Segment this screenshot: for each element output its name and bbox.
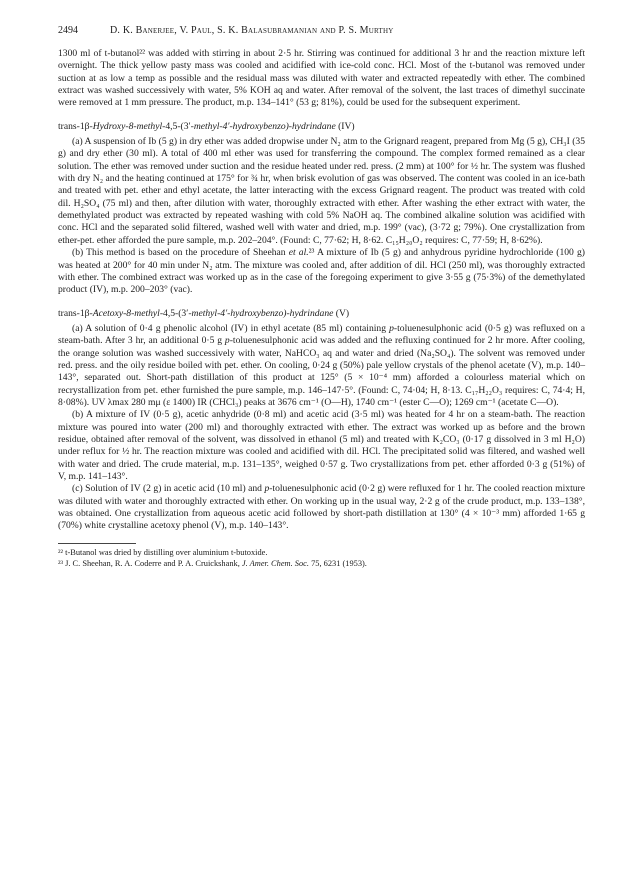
v-c-ital: p [264,483,270,495]
heading-v-italic: Acetoxy-8-methyl [92,307,160,319]
heading-iv-suffix: (IV) [335,120,355,132]
iv-b-post: ²³ A mixture of Ib (5 g) and anhydrous pyridine hydrochloride (100 g) was heated at 200° for 40 min under N₂ atm. The mixture was cooled and, after addition of dil. HCl (250 ml), was thoroughly extracted with ether. The combined extract was worked up as in the case of the foregoing experiment to give 3·55 g (75·3%) of the demethylated product (IV), m.p. 200–203° (vac). [58,247,585,296]
footnote-23-authors: ²³ J. C. Sheehan, R. A. Coderre and P. A. Cruickshank, [58,558,242,568]
footnote-23-journal: J. Amer. Chem. Soc. [241,558,309,568]
paragraph-iv-a: (a) A suspension of Ib (5 g) in dry ether was added dropwise under N₂ atm to the Grignard reagent, prepared from Mg (5 g), CH₃I (35 g) and dry ether (30 ml). A total of 400 ml ether was used for transferring the compound. The complex formed remained as a clear solution. The ether was removed under suction and the residue heated under red. press. (2 mm) at 100° for ½ hr. The system was flushed with dry N₂ and the heating continued at 175° for ¾ hr, when brisk evolution of gas was observed. The content was cooled in an ice-bath and treated with pet. ether and ethyl acetate, the latter interacting with the excess Grignard reagent. The product was treated with cold dil. H₂SO₄ (75 ml) and then, after dilution with water, thoroughly extracted with ether. After washing the ether extract with water, the demethylated product was extracted by repeated washing with cold 5% NaOH aq. The combined alkaline solution was acidified with conc. HCl and the separated solid filtered, washed well with water and dried, m.p. 199° (vac), (3·72 g; 79%). One crystallization from ether-pet. ether afforded the pure sample, m.p. 202–204°. (Found: C, 77·62; H, 8·62. C₁₅H₂₀O₂ requires: C, 77·59; H, 8·62%). [58,136,585,246]
page-number: 2494 [58,25,78,36]
paragraph-intro: 1300 ml of t-butanol²² was added with stirring in about 2·5 hr. Stirring was continued for additional 3 hr and the reaction mixture left overnight. The thick yellow pasty mass was cooled and acidified with ice-cold conc. HCl. Most of the t-butanol was removed under suction at as low a temp as possible and the residual mass was diluted with water and extracted repeatedly with ether. The combined extract was washed successively with water, 5% KOH aq and water. After removal of the solvent, the last traces of dimethyl succinate were removed at 1 mm pressure. The product, m.p. 134–141° (53 g; 81%), could be used for the subsequent experiment. [58,48,585,109]
v-a-pre: (a) A solution of 0·4 g phenolic alcohol (IV) in ethyl acetate (85 ml) containing [72,322,390,334]
footnote-23 [58,558,585,569]
v-c-pre: (c) Solution of IV (2 g) in acetic acid (10 ml) and [72,483,265,495]
paragraph-v-c [58,483,585,532]
section-heading-compound-iv [58,121,585,133]
paragraph-v-b: (b) A mixture of IV (0·5 g), acetic anhydride (0·8 ml) and acetic acid (3·5 ml) was heated for 4 hr on a steam-bath. The reaction mixture was poured into water (200 ml) and thoroughly extracted with ether. The extract was worked up as before and the brown residue, obtained after removal of the solvent, was dissolved in ethanol (5 ml) and treated with K₂CO₃ (0·17 g dissolved in 3 ml H₂O) under reflux for ½ hr. The reaction mixture was cooled and acidified with dil. HCl. The precipitated solid was filtered, and washed well with water and dried. The crude material, m.p. 131–135°, weighed 0·57 g. Two crystallizations from pet. ether afforded 0·3 g (51%) of V, m.p. 141–143°. [58,409,585,482]
running-header [58,24,585,37]
iv-b-etal: et al. [288,247,309,259]
heading-iv-prefix: trans-1β- [58,120,93,132]
paragraph-v-a [58,323,585,409]
heading-v-prefix: trans-1β- [58,307,93,319]
paragraph-iv-b [58,247,585,296]
heading-iv-italic2: methyl-4′-hydroxybenzo)-hydrindane [193,120,336,132]
heading-v-italic2: methyl-4′-hydroxybenzo)-hydrindane [191,307,334,319]
v-a-mid: -toluenesulphonic acid (0·5 g) was refluxed on a steam-bath. After 3 hr, an additional 0·5 g [58,322,585,347]
v-a-post: -toluenesulphonic acid was added and the refluxing continued for 2 hr more. After cooling, the orange solution was washed successively with water, NaHCO₃ aq and water and dried (Na₂SO₄). The solvent was removed under red. press. and the oily residue boiled with pet. ether. On cooling, 0·24 g (50%) pale yellow crystals of the phenol acetate (V), m.p. 140–143°, separated out. Short-path distillation of this product at 125° (5 × 10⁻⁴ mm) afforded a colourless material which on recrystallization from pet. ether furnished the pure sample, m.p. 146–147·5°. (Found: C, 74·04; H, 8·13. C₁₇H₂₂O₃ requires: C, 74·4; H, 8·08%). UV λmax 280 mμ (ε 1400) IR (CHCl₃) peaks at 3676 cm⁻¹ (O—H), 1740 cm⁻¹ (ester C—O); 1269 cm⁻¹ (acetate C—O). [58,335,585,408]
footnote-22: ²² t-Butanol was dried by distilling over aluminium t-butoxide. [58,547,268,557]
v-a-ital2: p [224,335,230,347]
section-heading-compound-v [58,308,585,320]
v-a-ital: p [389,322,394,334]
iv-b-pre: (b) This method is based on the procedure of Sheehan [72,247,289,259]
heading-iv-mid: -4,5-(3′- [162,120,194,132]
heading-v-suffix: (V) [333,307,350,319]
heading-iv-italic: Hydroxy-8-methyl [92,120,163,132]
footnote-divider [58,543,136,544]
v-c-post: -toluenesulphonic acid (0·2 g) were refluxed for 1 hr. The cooled reaction mixture was diluted with water and thoroughly extracted with ether. On working up in the usual way, 2·2 g of the crude product, m.p. 133–138°, was obtained. One crystallization from aqueous acetic acid followed by short-path distillation at 130° (4 × 10⁻³ mm) afforded 1·65 g (70%) white crystalline acetoxy phenol (V), m.p. 140–143°. [58,483,585,532]
heading-v-mid: -4,5-(3′- [159,307,192,319]
footnote-23-volume: 75, 6231 (1953). [308,558,367,568]
running-header-authors: D. K. Banerjee, V. Paul, S. K. Balasubramanian and P. S. Murthy [110,25,394,36]
